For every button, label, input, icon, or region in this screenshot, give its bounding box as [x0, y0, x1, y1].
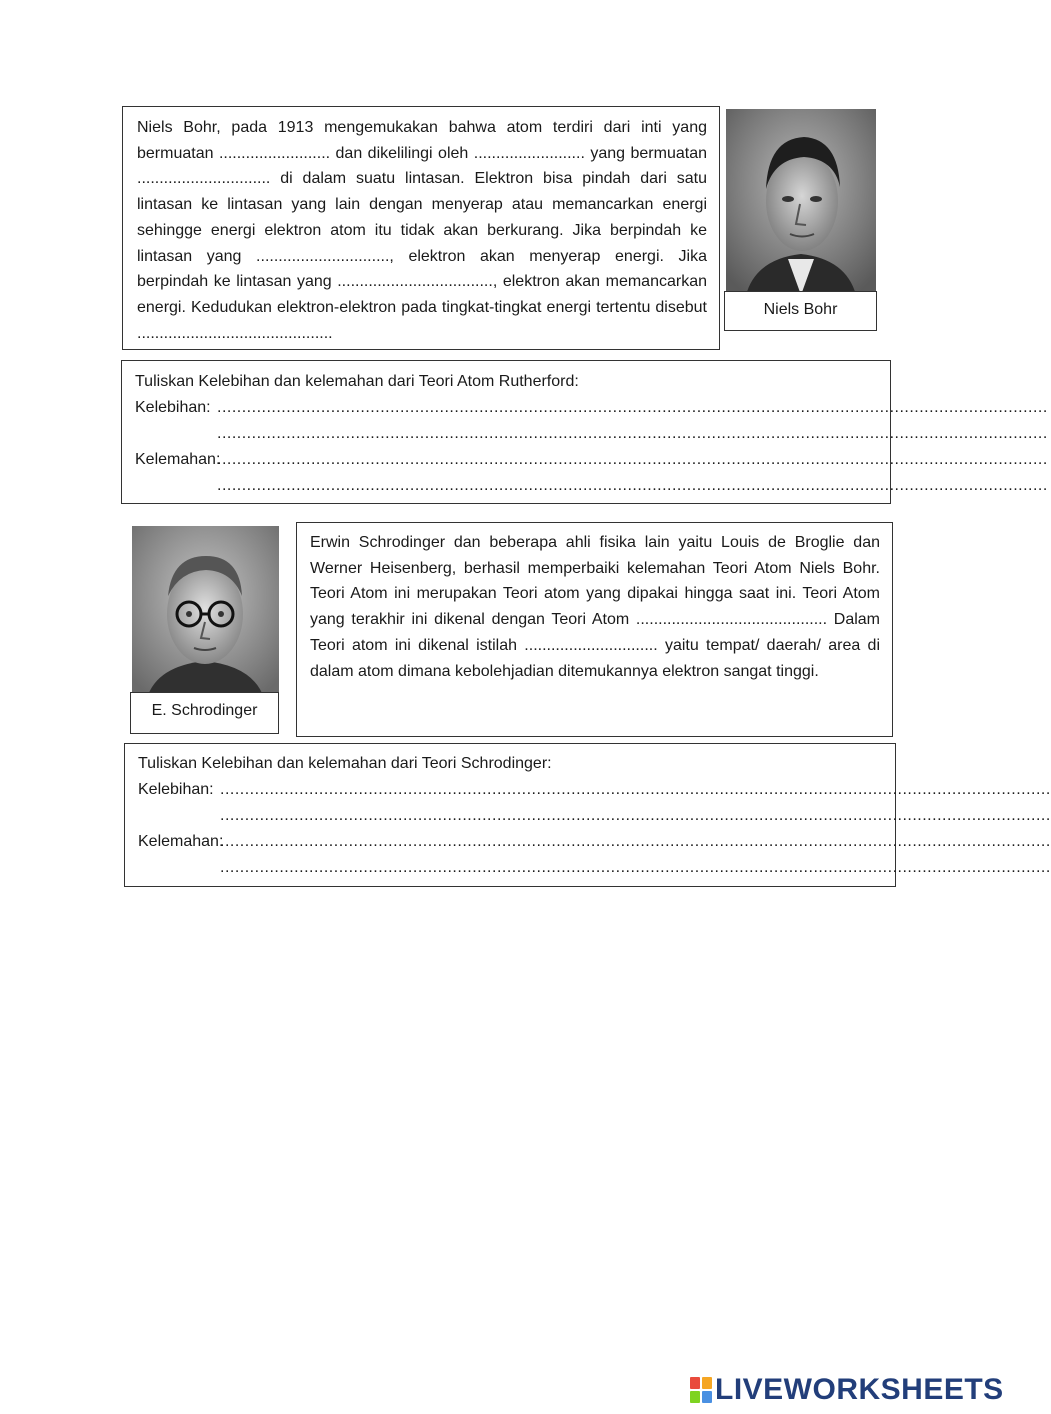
kelemahan-label: Kelemahan: — [138, 833, 224, 850]
portrait-bohr-icon — [726, 109, 876, 295]
schrodinger-caption: E. Schrodinger — [130, 692, 279, 734]
schrodinger-kelemahan-answer-line-2[interactable]: ........................................................................................................................................................................ — [220, 859, 1051, 876]
schrodinger-kelebihan-answer-line-1[interactable]: ........................................................................................................................................................................ — [220, 781, 1051, 798]
schrodinger-kelebihan-row — [138, 777, 1051, 803]
rutherford-kelemahan-row — [135, 447, 1048, 473]
schrodinger-text-box — [296, 522, 893, 737]
rutherford-kelebihan-answer-line-2[interactable]: ........................................................................................................................................................................ — [217, 425, 1048, 442]
schrodinger-kelemahan-answer-line-1[interactable]: ........................................................................................................................................................................ — [220, 833, 1051, 850]
niels-bohr-photo — [726, 109, 876, 295]
liveworksheets-logo — [690, 1372, 1004, 1408]
schrodinger-kelemahan-row-2 — [138, 855, 1051, 881]
kelemahan-label: Kelemahan: — [135, 451, 221, 468]
rutherford-question-box — [121, 360, 1048, 504]
bohr-paragraph: Niels Bohr, pada 1913 mengemukakan bahwa atom terdiri dari inti yang bermuatan ......................... dan dikelilingi oleh ......................... yang bermuatan .............................. di dalam suatu lintasan. Elektron bisa pindah dari satu lintasan ke lintasan yang lain dengan menyerap atau memancarkan energi sehingge energi elektron atom itu tidak akan berkurang. Jika berpindah ke lintasan yang .............................., elektron akan menyerap energi. Jika berpindah ke lintasan yang ..................................., elektron akan memancarkan energi. Kedudukan elektron-elektron pada tingkat-tingkat energi tertentu disebut ............................................ — [137, 119, 707, 342]
schrodinger-kelemahan-row — [138, 829, 1051, 855]
kelebihan-label: Kelebihan: — [138, 781, 214, 798]
niels-bohr-caption: Niels Bohr — [724, 291, 877, 331]
schrodinger-question-box — [124, 743, 1051, 887]
liveworksheets-mark-icon — [690, 1377, 712, 1403]
rutherford-kelemahan-row-2 — [135, 473, 1048, 499]
rutherford-kelebihan-answer-line-1[interactable]: ........................................................................................................................................................................ — [217, 399, 1048, 416]
rutherford-question-title: Tuliskan Kelebihan dan kelemahan dari Teori Atom Rutherford: — [135, 373, 579, 390]
portrait-schrodinger-icon — [132, 526, 279, 698]
schrodinger-kelebihan-answer-line-2[interactable]: ........................................................................................................................................................................ — [220, 807, 1051, 824]
rutherford-kelebihan-row-2 — [135, 421, 1048, 447]
schrodinger-kelebihan-row-2 — [138, 803, 1051, 829]
rutherford-kelemahan-answer-line-2[interactable]: ........................................................................................................................................................................ — [217, 477, 1048, 494]
kelebihan-label: Kelebihan: — [135, 399, 211, 416]
liveworksheets-logo-text: LIVEWORKSHEETS — [715, 1373, 1004, 1406]
rutherford-kelemahan-answer-line-1[interactable]: ........................................................................................................................................................................ — [217, 451, 1048, 468]
bohr-text-box — [122, 106, 720, 350]
schrodinger-photo — [132, 526, 279, 698]
rutherford-kelebihan-row — [135, 395, 1048, 421]
schrodinger-question-title: Tuliskan Kelebihan dan kelemahan dari Teori Schrodinger: — [138, 755, 552, 772]
schrodinger-paragraph: Erwin Schrodinger dan beberapa ahli fisika lain yaitu Louis de Broglie dan Werner Heisenberg, berhasil memperbaiki kelemahan Teori Atom Niels Bohr. Teori Atom ini merupakan Teori atom yang dipakai hingga saat ini. Teori Atom yang terakhir ini dikenal dengan Teori Atom ........................................... Dalam Teori atom ini dikenal istilah .............................. yaitu tempat/ daerah/ area di dalam atom dimana kebolehjadian ditemukannya elektron sangat tinggi. — [310, 534, 880, 680]
